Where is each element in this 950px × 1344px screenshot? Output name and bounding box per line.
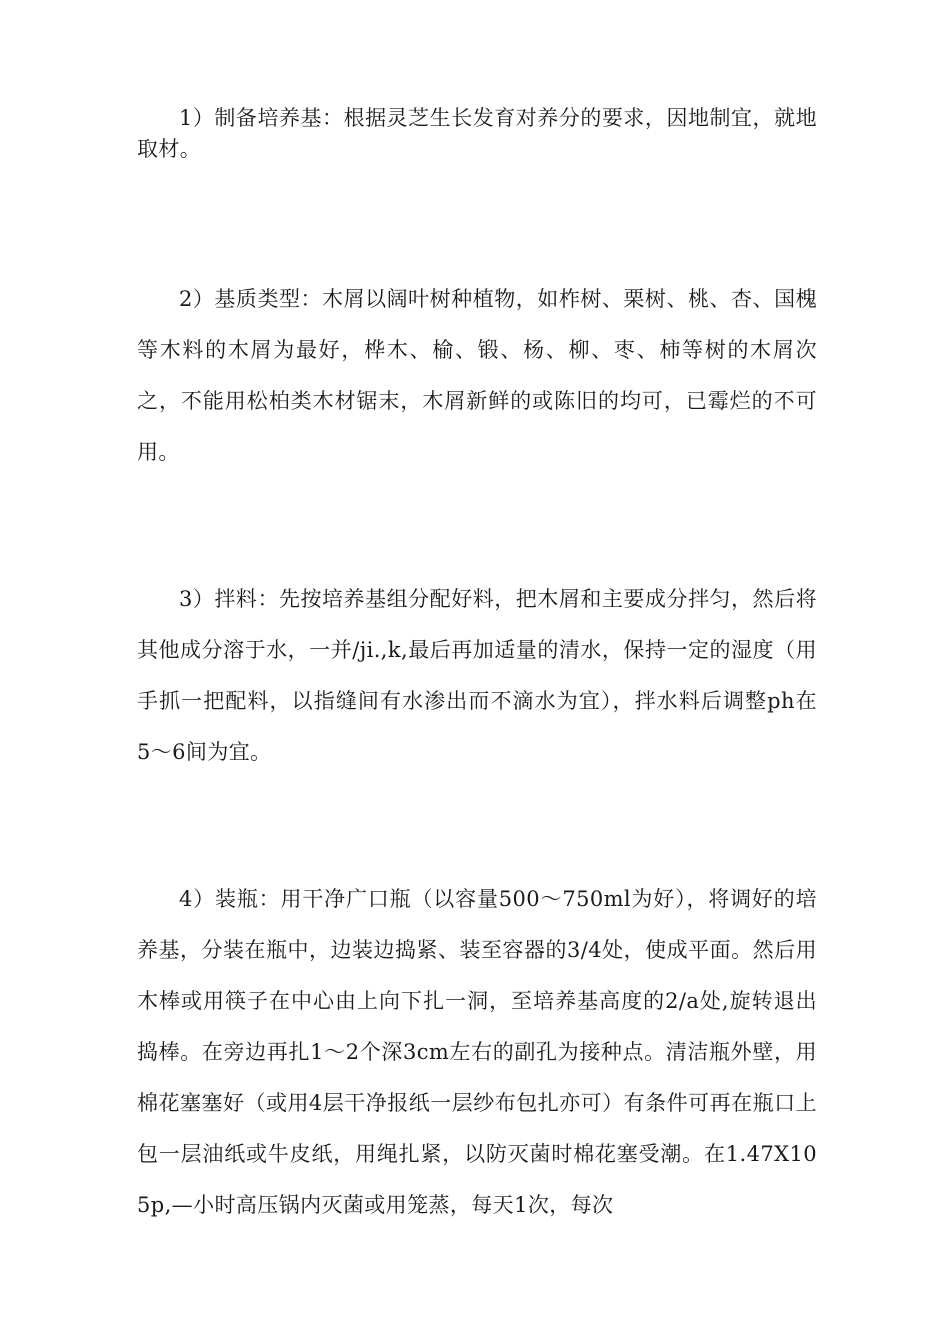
paragraph-prepare-medium: 1）制备培养基：根据灵芝生长发育对养分的要求，因地制宜，就地取材。 [137,106,817,161]
paragraph-substrate-type: 2）基质类型：木屑以阔叶树种植物，如柞树、栗树、桃、杏、国槐等木料的木屑为最好，桦木、榆、锻、杨、柳、枣、柿等树的木屑次之，不能用松柏类木材锯末，木屑新鲜的或陈旧的均可，已霉烂的不可用。 [137,287,817,464]
paragraph-mixing: 3）拌料：先按培养基组分配好料，把木屑和主要成分拌匀，然后将其他成分溶于水，一并/ji.,k,最后再加适量的清水，保持一定的湿度（用手抓一把配料，以指缝间有水渗出而不滴水为宜），拌水料后调整ph在5〜6间为宜。 [137,587,817,764]
paragraph-bottling: 4）装瓶：用干净广口瓶（以容量500〜750ml为好），将调好的培养基，分装在瓶中，边装边捣紧、装至容器的3/4处，使成平面。然后用木棒或用筷子在中心由上向下扎一洞，至培养基高度的2/a处,旋转退出捣棒。在旁边再扎1〜2个深3cm左右的副孔为接种点。清洁瓶外壁，用棉花塞塞好（或用4层干净报纸一层纱布包扎亦可）有条件可再在瓶口上包一层油纸或牛皮纸，用绳扎紧，以防灭菌时棉花塞受潮。在1.47X105p,—小时高压锅内灭菌或用笼蒸，每天1次，每次 [137,887,817,1217]
